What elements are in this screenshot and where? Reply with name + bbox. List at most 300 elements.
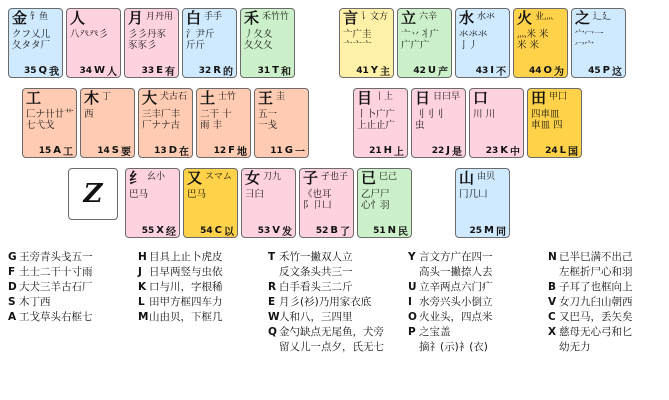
key-zone-number: 35 bbox=[23, 65, 37, 76]
key-sample-char: 中 bbox=[510, 147, 520, 158]
key-footer bbox=[242, 224, 295, 237]
legend-row bbox=[138, 280, 223, 295]
key-radical-row: 虫 bbox=[415, 120, 425, 131]
key-y[interactable] bbox=[339, 8, 394, 78]
key-zone-number: 43 bbox=[475, 65, 489, 76]
key-sub-radicals: 月丹用 bbox=[146, 12, 174, 22]
key-sample-char: 发 bbox=[282, 227, 292, 238]
key-sample-char: 我 bbox=[49, 67, 59, 78]
key-radical-row: 川 川 bbox=[473, 109, 496, 120]
key-header bbox=[139, 89, 192, 109]
key-radical-row: 氵尹斤 bbox=[186, 29, 215, 40]
legend-key-letter: N bbox=[548, 251, 557, 263]
key-radical-rows bbox=[514, 29, 567, 51]
key-header bbox=[241, 9, 294, 29]
key-radical-row: 二干 十 bbox=[200, 109, 232, 120]
key-radical-rows bbox=[242, 189, 295, 200]
legend-mnemonic-text: 田甲方框四车力 bbox=[149, 296, 223, 308]
legend-mnemonic-text: 木丁西 bbox=[19, 296, 51, 308]
key-main-char: 木 bbox=[84, 89, 100, 107]
key-sub-radicals: 日曰早 bbox=[433, 92, 461, 102]
key-radical-row: 刂刂刂 bbox=[415, 109, 444, 120]
key-h[interactable] bbox=[353, 88, 408, 158]
key-main-char: 纟 bbox=[129, 169, 145, 187]
key-radical-row: 丨卜广广 bbox=[357, 109, 396, 120]
key-radical-row: 夂夂夂 bbox=[244, 40, 273, 51]
key-radical-row: 氺氺氺 bbox=[459, 29, 488, 40]
key-header bbox=[183, 9, 236, 29]
key-footer bbox=[514, 64, 567, 77]
key-radical-row: 四車皿 bbox=[531, 109, 560, 120]
legend-mnemonic-text: 山由贝，下框几 bbox=[149, 311, 223, 323]
key-sub-radicals: 甲囗 bbox=[549, 92, 568, 102]
legend-row bbox=[138, 310, 223, 325]
key-main-char: 禾 bbox=[244, 9, 260, 27]
legend-key-letter: D bbox=[8, 281, 17, 293]
key-sample-char: 为 bbox=[554, 67, 564, 78]
key-letter: B bbox=[330, 225, 338, 236]
key-main-char: 目 bbox=[357, 89, 373, 107]
key-radical-row: 亠广圭 bbox=[343, 29, 372, 40]
key-letter: N bbox=[387, 225, 396, 236]
legend-mnemonic-text: 大犬三羊古石厂 bbox=[19, 281, 93, 293]
key-main-char: 日 bbox=[415, 89, 431, 107]
key-main-char: 王 bbox=[258, 89, 274, 107]
key-sample-char: 民 bbox=[398, 227, 408, 238]
key-radical-rows bbox=[358, 189, 411, 211]
key-main-char: 火 bbox=[517, 9, 533, 27]
key-sample-char: 以 bbox=[224, 227, 234, 238]
legend-mnemonic-text: 之宝盖 bbox=[419, 326, 451, 338]
key-header bbox=[126, 169, 179, 189]
key-main-char: 工 bbox=[26, 89, 42, 107]
key-radical-row: 巴马 bbox=[187, 189, 207, 200]
key-main-char: 田 bbox=[531, 89, 547, 107]
legend-mnemonic-text: 高头一撇捺人去 bbox=[419, 266, 493, 278]
key-main-char: 立 bbox=[401, 9, 417, 27]
key-zone-number: 34 bbox=[79, 65, 92, 76]
key-sub-radicals: 由贝 bbox=[477, 172, 496, 182]
key-sample-char: 了 bbox=[340, 227, 350, 238]
legend-row bbox=[268, 325, 384, 340]
key-z[interactable] bbox=[68, 168, 118, 220]
key-radical-row: クフ乂儿 bbox=[12, 29, 51, 40]
key-radical-row: 冖宀 bbox=[575, 40, 595, 51]
key-header bbox=[184, 169, 237, 189]
key-zone-number: 53 bbox=[257, 225, 271, 236]
legend-mnemonic-text: 月彡(衫)乃用家衣底 bbox=[279, 296, 372, 308]
key-radical-row: 冂几凵 bbox=[459, 189, 488, 200]
key-radical-row: 灬米 米 bbox=[517, 29, 549, 40]
key-radical-row: 《也耳 bbox=[303, 189, 332, 200]
legend-mnemonic-text: 幼无力 bbox=[559, 341, 591, 353]
key-letter: Q bbox=[38, 65, 47, 76]
key-sub-radicals: 巳己 bbox=[379, 172, 398, 182]
key-sample-char: 是 bbox=[452, 147, 462, 158]
key-d[interactable] bbox=[138, 88, 193, 158]
key-zone-number: 24 bbox=[545, 145, 558, 156]
key-r[interactable] bbox=[182, 8, 237, 78]
key-radical-rows bbox=[81, 109, 134, 120]
key-radical-row: 七弋戈 bbox=[26, 120, 55, 131]
key-radical-rows bbox=[9, 29, 62, 51]
key-footer bbox=[528, 144, 581, 157]
legend-key-letter: F bbox=[8, 266, 16, 278]
legend-mnemonic-text: 目具上止卜虎皮 bbox=[149, 251, 223, 263]
key-header bbox=[456, 169, 509, 189]
legend-layer bbox=[0, 250, 669, 400]
legend-row bbox=[138, 265, 223, 280]
key-footer bbox=[340, 64, 393, 77]
key-radical-row: 厂ナナ古 bbox=[142, 120, 181, 131]
key-letter: G bbox=[284, 145, 293, 156]
key-v[interactable] bbox=[241, 168, 296, 238]
key-letter: E bbox=[156, 65, 163, 76]
legend-key-letter: A bbox=[8, 311, 17, 323]
key-main-char: 水 bbox=[459, 9, 475, 27]
key-sample-char: 不 bbox=[496, 67, 506, 78]
legend-row bbox=[268, 250, 384, 265]
key-zone-number: 44 bbox=[528, 65, 542, 76]
key-radical-rows bbox=[528, 109, 581, 131]
legend-row bbox=[548, 310, 633, 325]
key-footer bbox=[241, 64, 294, 77]
key-main-char: 金 bbox=[12, 9, 28, 27]
key-s[interactable] bbox=[80, 88, 135, 158]
legend-row bbox=[408, 310, 493, 325]
key-header bbox=[514, 9, 567, 29]
legend-mnemonic-text: 慈母无心弓和匕 bbox=[559, 326, 633, 338]
legend-row bbox=[138, 295, 223, 310]
legend-column bbox=[138, 250, 223, 325]
key-sub-radicals: 辶廴 bbox=[593, 12, 612, 22]
key-letter: V bbox=[272, 225, 280, 236]
key-letter: R bbox=[213, 65, 221, 76]
key-b[interactable] bbox=[299, 168, 354, 238]
key-header bbox=[354, 89, 407, 109]
key-radical-rows bbox=[23, 109, 76, 131]
key-letter: T bbox=[272, 65, 279, 76]
key-sub-radicals: 禾竹竹 bbox=[262, 12, 290, 22]
key-n[interactable] bbox=[357, 168, 412, 238]
key-letter: C bbox=[214, 225, 222, 236]
key-radical-row: 彐臼 bbox=[245, 189, 265, 200]
legend-mnemonic-text: 王旁青头戋五一 bbox=[19, 251, 93, 263]
key-letter: A bbox=[53, 145, 61, 156]
key-footer bbox=[183, 64, 236, 77]
key-header bbox=[9, 9, 62, 29]
key-o[interactable] bbox=[513, 8, 568, 78]
legend-row bbox=[8, 295, 93, 310]
legend-row bbox=[548, 325, 633, 340]
key-sample-char: 一 bbox=[295, 147, 305, 158]
key-main-char: 口 bbox=[473, 89, 489, 107]
key-letter: O bbox=[543, 65, 552, 76]
key-radical-rows bbox=[255, 109, 308, 131]
key-radical-row: 巴马 bbox=[129, 189, 149, 200]
key-sub-radicals: 幺小 bbox=[147, 172, 166, 182]
key-sub-radicals: 士竹 bbox=[218, 92, 237, 102]
key-header bbox=[528, 89, 581, 109]
key-radical-row: 阝卩凵 bbox=[303, 200, 332, 211]
legend-row bbox=[268, 265, 384, 280]
key-zone-number: 55 bbox=[141, 225, 155, 236]
key-footer bbox=[81, 144, 134, 157]
legend-mnemonic-text: 工戈草头右框七 bbox=[19, 311, 93, 323]
key-footer bbox=[398, 64, 451, 77]
legend-row bbox=[548, 265, 633, 280]
key-zone-number: 21 bbox=[369, 145, 382, 156]
key-footer bbox=[255, 144, 308, 157]
legend-row bbox=[268, 280, 384, 295]
key-header bbox=[255, 89, 308, 109]
key-radical-row: 三丰厂丰 bbox=[142, 109, 181, 120]
key-letter: K bbox=[500, 145, 508, 156]
key-radical-rows bbox=[139, 109, 192, 131]
legend-key-letter: K bbox=[138, 281, 147, 293]
key-z-label: Z bbox=[83, 179, 103, 209]
key-radical-row: 心忄羽 bbox=[361, 200, 390, 211]
key-footer bbox=[470, 144, 523, 157]
key-radical-row: 亠丷丬广 bbox=[401, 29, 440, 40]
legend-key-letter: J bbox=[138, 266, 142, 278]
key-header bbox=[242, 169, 295, 189]
legend-key-letter: B bbox=[548, 281, 557, 293]
legend-key-letter: T bbox=[268, 251, 276, 263]
key-radical-row: 豕豕彡 bbox=[128, 40, 157, 51]
legend-mnemonic-text: 子耳了也框向上 bbox=[559, 281, 633, 293]
key-f[interactable] bbox=[196, 88, 251, 158]
key-sub-radicals: 六辛 bbox=[419, 12, 438, 22]
key-p[interactable] bbox=[571, 8, 626, 78]
key-main-char: 白 bbox=[186, 9, 202, 27]
key-zone-number: 14 bbox=[97, 145, 110, 156]
key-radical-rows bbox=[67, 29, 120, 40]
key-radical-row: 米 米 bbox=[517, 40, 540, 51]
key-zone-number: 31 bbox=[257, 65, 271, 76]
key-main-char: 已 bbox=[361, 169, 377, 187]
key-footer bbox=[139, 144, 192, 157]
key-sub-radicals: 丁 bbox=[102, 92, 112, 102]
key-letter: M bbox=[484, 225, 494, 236]
legend-mnemonic-text: 禾竹一撇双人立 bbox=[279, 251, 353, 263]
key-main-char: 女 bbox=[245, 169, 261, 187]
key-zone-number: 41 bbox=[356, 65, 369, 76]
key-sample-char: 在 bbox=[179, 147, 189, 158]
key-footer bbox=[456, 224, 509, 237]
legend-row bbox=[8, 250, 93, 265]
key-header bbox=[300, 169, 353, 189]
key-footer bbox=[67, 64, 120, 77]
key-sub-radicals: 手手 bbox=[204, 12, 223, 22]
key-footer bbox=[23, 144, 76, 157]
legend-key-letter: C bbox=[548, 311, 556, 323]
key-letter: F bbox=[228, 145, 235, 156]
key-footer bbox=[126, 224, 179, 237]
key-main-char: 月 bbox=[128, 9, 144, 27]
key-radical-row: 匚ナ卄廿艹 bbox=[26, 109, 74, 120]
key-sample-char: 同 bbox=[496, 227, 506, 238]
legend-mnemonic-text: 人和八，三四里 bbox=[279, 311, 353, 323]
key-radical-rows bbox=[470, 109, 523, 120]
legend-row bbox=[548, 295, 633, 310]
key-letter: W bbox=[93, 65, 105, 76]
key-main-char: 山 bbox=[459, 169, 475, 187]
key-radical-rows bbox=[572, 29, 625, 51]
key-sub-radicals: 孑也子 bbox=[321, 172, 349, 182]
legend-mnemonic-text: 白手看头三二斤 bbox=[279, 281, 353, 293]
key-header bbox=[197, 89, 250, 109]
key-sub-radicals: 钅鱼 bbox=[30, 12, 49, 22]
key-sample-char: 地 bbox=[237, 147, 247, 158]
key-zone-number: 32 bbox=[198, 65, 212, 76]
key-radical-row: 上止止广 bbox=[357, 120, 396, 131]
legend-row bbox=[408, 265, 493, 280]
key-sample-char: 要 bbox=[121, 147, 131, 158]
key-zone-number: 13 bbox=[154, 145, 167, 156]
key-radical-row: 乙尸尸 bbox=[361, 189, 390, 200]
key-sub-radicals: 刀九 bbox=[263, 172, 282, 182]
legend-key-letter: G bbox=[8, 251, 17, 263]
key-j[interactable] bbox=[411, 88, 466, 158]
key-header bbox=[470, 89, 523, 109]
key-w[interactable] bbox=[66, 8, 121, 78]
key-q[interactable] bbox=[8, 8, 63, 78]
key-radical-rows bbox=[184, 189, 237, 200]
key-zone-number: 12 bbox=[213, 145, 227, 156]
key-sample-char: 和 bbox=[281, 67, 291, 78]
key-radical-row: 五一 bbox=[258, 109, 278, 120]
key-footer bbox=[300, 224, 353, 237]
legend-row bbox=[408, 325, 493, 340]
key-header bbox=[340, 9, 393, 29]
key-zone-number: 33 bbox=[141, 65, 155, 76]
legend-column bbox=[268, 250, 384, 355]
key-l[interactable] bbox=[527, 88, 582, 158]
key-main-char: 言 bbox=[343, 9, 359, 27]
key-radical-rows bbox=[398, 29, 451, 51]
key-radical-row: 亅丿 bbox=[459, 40, 479, 51]
key-letter: X bbox=[156, 225, 164, 236]
legend-mnemonic-text: 日早两竖与虫依 bbox=[149, 266, 223, 278]
key-letter: U bbox=[427, 65, 436, 76]
key-radical-row: 一戋 bbox=[258, 120, 278, 131]
legend-mnemonic-text: 金勺缺点无尾鱼，犬旁 bbox=[279, 326, 384, 338]
key-i[interactable] bbox=[455, 8, 510, 78]
legend-mnemonic-text: 立辛两点六门疒 bbox=[419, 281, 493, 293]
key-zone-number: 52 bbox=[315, 225, 329, 236]
key-sample-char: 有 bbox=[165, 67, 175, 78]
legend-key-letter: U bbox=[408, 281, 417, 293]
key-footer bbox=[125, 64, 178, 77]
legend-key-letter: L bbox=[138, 296, 145, 308]
key-radical-rows bbox=[412, 109, 465, 131]
key-sample-char: 产 bbox=[438, 67, 448, 78]
legend-row bbox=[408, 295, 493, 310]
key-radical-rows bbox=[340, 29, 393, 51]
key-letter: Y bbox=[370, 65, 378, 76]
key-letter: D bbox=[168, 145, 177, 156]
key-zone-number: 25 bbox=[469, 225, 483, 236]
key-header bbox=[572, 9, 625, 29]
legend-row bbox=[268, 295, 384, 310]
key-footer bbox=[197, 144, 250, 157]
key-radical-rows bbox=[126, 189, 179, 200]
legend-mnemonic-text: 摘礻(示)衤(衣) bbox=[419, 341, 488, 353]
key-k[interactable] bbox=[469, 88, 524, 158]
key-e[interactable] bbox=[124, 8, 179, 78]
key-u[interactable] bbox=[397, 8, 452, 78]
key-footer bbox=[456, 64, 509, 77]
key-radical-rows bbox=[300, 189, 353, 211]
key-main-char: 子 bbox=[303, 169, 319, 187]
key-sub-radicals: 业灬 bbox=[535, 12, 554, 22]
key-header bbox=[23, 89, 76, 109]
key-radical-rows bbox=[183, 29, 236, 51]
key-g[interactable] bbox=[254, 88, 309, 158]
legend-row bbox=[548, 340, 633, 355]
legend-mnemonic-text: 女刀九臼山朝西 bbox=[559, 296, 633, 308]
legend-key-letter: W bbox=[268, 311, 280, 323]
key-letter: J bbox=[446, 145, 450, 156]
legend-row bbox=[8, 310, 93, 325]
key-sub-radicals: 讠文方 bbox=[361, 12, 389, 22]
key-x[interactable] bbox=[125, 168, 180, 238]
legend-key-letter: H bbox=[138, 251, 147, 263]
key-main-char: 土 bbox=[200, 89, 216, 107]
key-zone-number: 15 bbox=[38, 145, 52, 156]
key-radical-rows bbox=[456, 189, 509, 200]
legend-row bbox=[548, 250, 633, 265]
key-radical-row: 夂タタ厂 bbox=[12, 40, 51, 51]
key-radical-rows bbox=[125, 29, 178, 51]
key-radical-row: 亠亠亠 bbox=[343, 40, 372, 51]
key-header bbox=[358, 169, 411, 189]
key-m[interactable] bbox=[455, 168, 510, 238]
key-sample-char: 国 bbox=[568, 147, 578, 158]
legend-key-letter: E bbox=[268, 296, 276, 308]
key-radical-row: 广广广 bbox=[401, 40, 430, 51]
key-zone-number: 51 bbox=[373, 225, 386, 236]
key-footer bbox=[354, 144, 407, 157]
key-radical-row: 雨 丰 bbox=[200, 120, 223, 131]
legend-row bbox=[8, 280, 93, 295]
legend-row bbox=[408, 280, 493, 295]
legend-mnemonic-text: 火业头，四点米 bbox=[419, 311, 493, 323]
legend-mnemonic-text: 又巴马，丢矢矣 bbox=[559, 311, 633, 323]
legend-mnemonic-text: 言文方广在四一 bbox=[419, 251, 493, 263]
legend-mnemonic-text: 反文条头共三一 bbox=[279, 266, 353, 278]
key-t[interactable] bbox=[240, 8, 295, 78]
legend-column bbox=[408, 250, 493, 355]
legend-row bbox=[548, 280, 633, 295]
key-c[interactable] bbox=[183, 168, 238, 238]
legend-key-letter: O bbox=[408, 311, 417, 323]
key-main-char: 又 bbox=[187, 169, 203, 187]
key-letter: P bbox=[602, 65, 610, 76]
key-a[interactable] bbox=[22, 88, 77, 158]
key-sample-char: 工 bbox=[63, 147, 73, 158]
key-sample-char: 的 bbox=[223, 67, 233, 78]
key-sample-char: 经 bbox=[166, 227, 176, 238]
key-zone-number: 23 bbox=[485, 145, 499, 156]
key-radical-row: 宀冖一 bbox=[575, 29, 604, 40]
legend-key-letter: V bbox=[548, 296, 557, 308]
key-zone-number: 22 bbox=[431, 145, 445, 156]
key-header bbox=[412, 89, 465, 109]
legend-column bbox=[8, 250, 93, 325]
key-zone-number: 11 bbox=[270, 145, 283, 156]
